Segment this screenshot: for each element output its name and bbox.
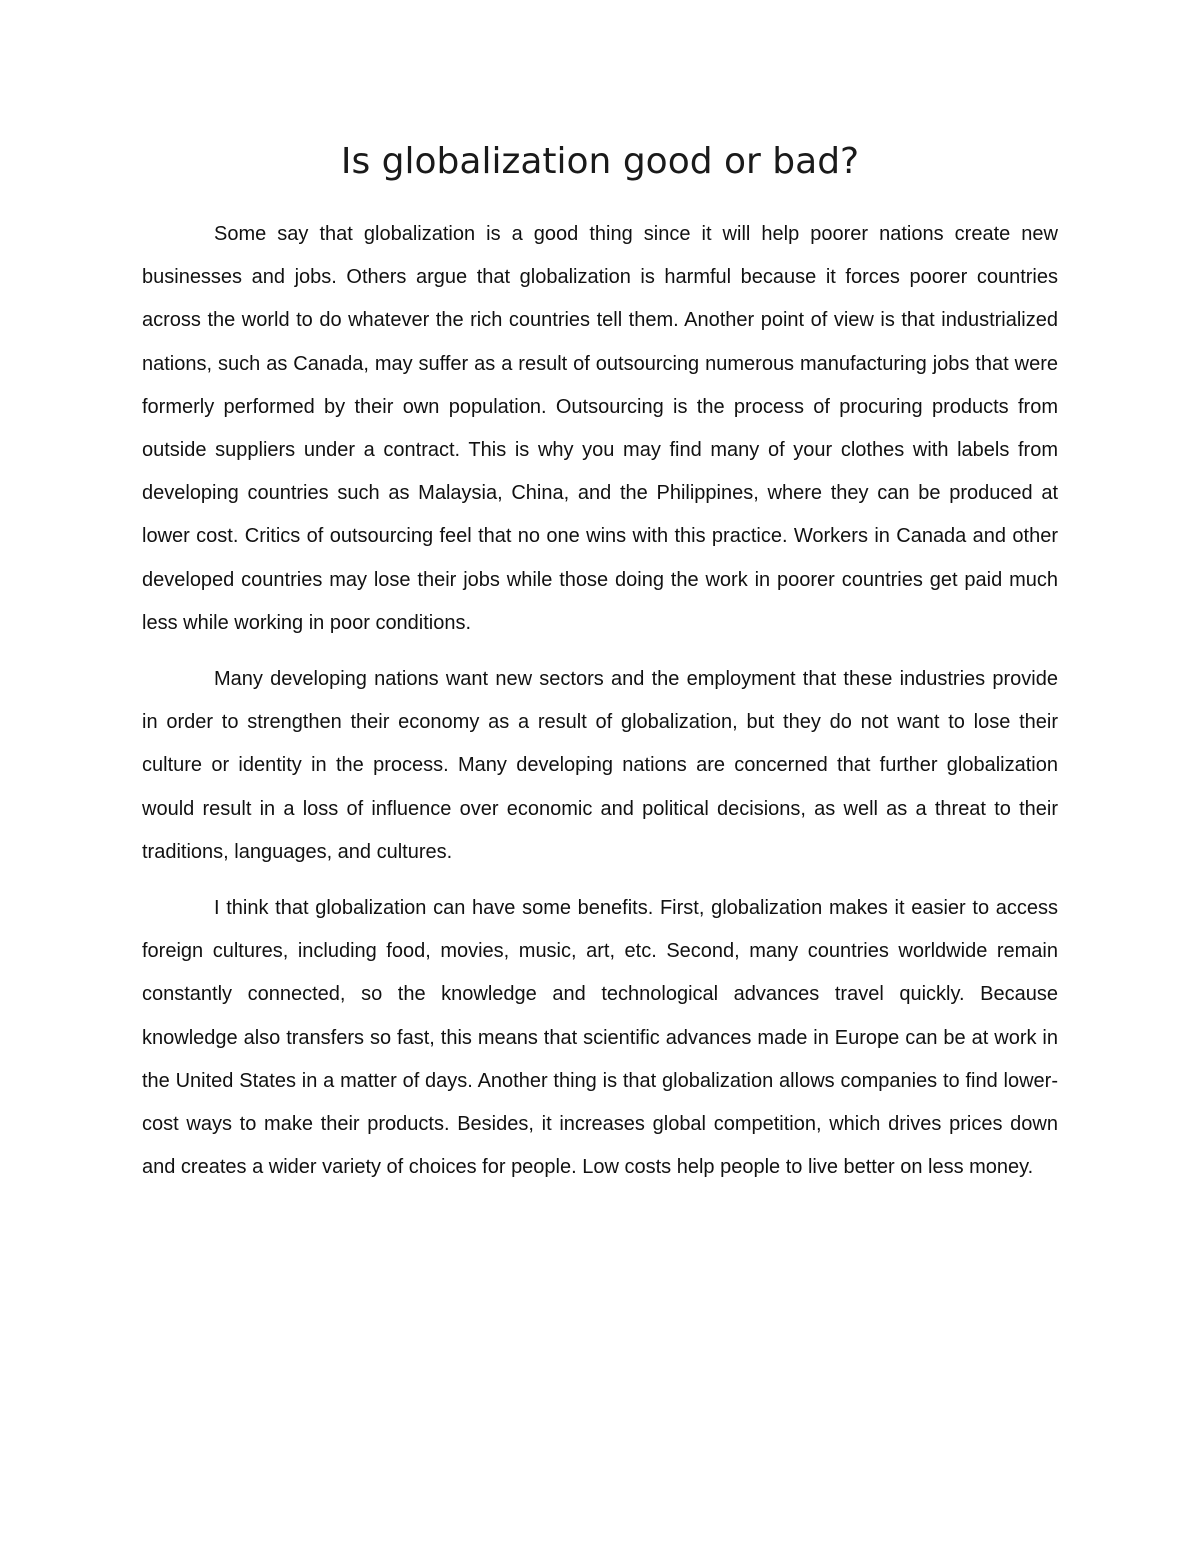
document-body — [142, 213, 1058, 1202]
paragraph-2: Many developing nations want new sectors and the employment that these industries provide in order to strengthen their economy as a result of globalization, but they do not want to lose their culture or identity in the process. Many developing nations are concerned that further globalization would result in a loss of influence over economic and political decisions, as well as a threat to their traditions, languages, and cultures. — [142, 668, 1058, 863]
document-title: Is globalization good or bad? — [340, 141, 860, 182]
paragraph-3: I think that globalization can have some benefits. First, globalization makes it easier to access foreign cultures, including food, movies, music, art, etc. Second, many countries worldwide remain constantly connected, so the knowledge and technological advances travel quickly. Because knowledge also transfers so fast, this means that scientific advances made in Europe can be at work in the United States in a matter of days. Another thing is that globalization allows companies to find lower-cost ways to make their products. Besides, it increases global competition, which drives prices down and creates a wider variety of choices for people. Low costs help people to live better on less money. — [142, 897, 1058, 1179]
paragraph-1: Some say that globalization is a good thing since it will help poorer nations create new businesses and jobs. Others argue that globalization is harmful because it forces poorer countries across the world to do whatever the rich countries tell them. Another point of view is that industrialized nations, such as Canada, may suffer as a result of outsourcing numerous manufacturing jobs that were formerly performed by their own population. Outsourcing is the process of procuring products from outside suppliers under a contract. This is why you may find many of your clothes with labels from developing countries such as Malaysia, China, and the Philippines, where they can be produced at lower cost. Critics of outsourcing feel that no one wins with this practice. Workers in Canada and other developed countries may lose their jobs while those doing the work in poorer countries get paid much less while working in poor conditions. — [142, 223, 1058, 634]
